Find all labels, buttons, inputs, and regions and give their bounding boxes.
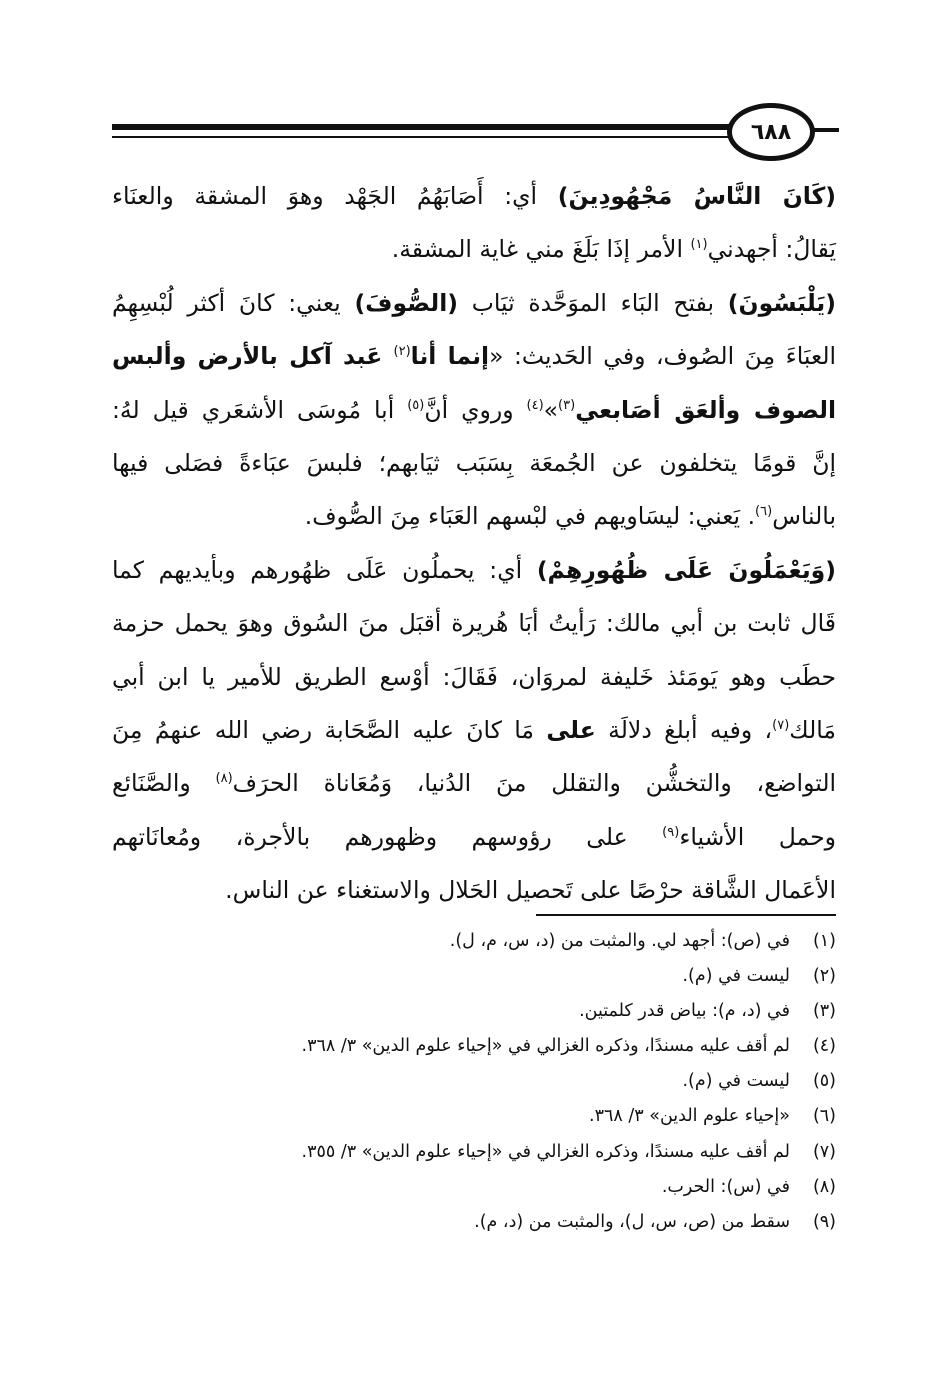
text-span: العبَاءَ مِنَ الصُوف، وفي الحَديث: «	[489, 342, 837, 371]
text-line	[112, 223, 836, 276]
bold-text: (يَلْبَسُونَ)	[727, 288, 836, 317]
text-span: الأعَمال الشَّاقة حرْصًا على تَحصيل الحَلال والاستغناء عن الناس.	[225, 876, 836, 905]
text-span: على رؤوسهم وظهورهم بالأجرة، ومُعانَاتهم	[112, 822, 663, 851]
footnote-item	[140, 1099, 836, 1134]
footnote-ref: (١)	[690, 237, 708, 253]
footnote-text: في (ص): أجهد لي. والمثبت من (د، س، م، ل).	[449, 931, 790, 951]
footnote-number: (٤)	[812, 1036, 836, 1057]
footnote-number: (٣)	[812, 1001, 836, 1022]
bold-text: عَبد آكل بالأرض وألبس	[112, 342, 394, 371]
paragraph	[112, 170, 836, 277]
footnote-ref: (٩)	[662, 824, 680, 840]
text-line	[112, 651, 836, 704]
text-line	[112, 704, 836, 757]
header-rule-thick	[112, 124, 734, 130]
footnote-ref: (٨)	[215, 771, 233, 787]
page-number: ٦٨٨	[727, 103, 815, 161]
text-span: وروي أنَّ	[424, 395, 527, 424]
bold-text: (الصُّوفَ)	[354, 288, 458, 317]
text-line	[112, 170, 836, 223]
footnote-item	[140, 1135, 836, 1170]
text-span: التواضع، والتخشُّن والتقلل منَ الدُنيا، وَمُعَاناة الحرَف	[232, 769, 837, 798]
footnote-number: (٢)	[812, 966, 836, 987]
text-span: والصَّنَائع	[112, 769, 216, 798]
footnote-text: لم أقف عليه مسندًا، وذكره الغزالي في «إحياء علوم الدين» ٣/ ٣٥٥.	[301, 1141, 790, 1162]
bold-text: (وَيَعْمَلُونَ عَلَى ظُهُورِهِمْ)	[536, 555, 836, 584]
text-span: . يَعني: ليسَاويهم في لبْسهم العَبَاء مِنَ الصُّوف.	[304, 502, 756, 531]
footnote-ref: (٤)	[526, 397, 544, 413]
footnote-item	[140, 1064, 836, 1099]
text-line	[112, 384, 836, 437]
footnote-separator	[536, 914, 836, 916]
footnote-text: ليست في (م).	[682, 966, 790, 987]
footnote-ref: (٢)	[393, 344, 411, 360]
footnote-ref: (٦)	[755, 504, 773, 520]
text-line	[112, 437, 836, 490]
header-rule-thin	[112, 136, 734, 138]
footnote-number: (١)	[812, 931, 836, 951]
text-span: أبا مُوسَى الأشعَري قيل لهُ:	[112, 395, 408, 424]
footnote-text: «إحياء علوم الدين» ٣/ ٣٦٨.	[589, 1106, 790, 1127]
bold-text: (كَانَ النَّاسُ مَجْهُودِينَ)	[557, 182, 836, 210]
footnote-item	[140, 959, 836, 994]
bold-text: الصوف وألعَق أصَابعي	[575, 395, 836, 424]
text-span: أي: أَصَابَهُمُ الجَهْد وهوَ المشقة والعنَاء	[112, 182, 558, 210]
bold-text: إنما أنا	[410, 342, 490, 371]
text-span: بالناس	[772, 502, 836, 531]
text-span: ، وفيه أبلغ دلالَة	[595, 716, 773, 745]
footnote-text: لم أقف عليه مسندًا، وذكره الغزالي في «إحياء علوم الدين» ٣/ ٣٦٨.	[301, 1036, 790, 1057]
footnote-item	[140, 1029, 836, 1064]
text-line	[112, 490, 836, 543]
text-span: إنَّ قومًا يتخلفون عن الجُمعَة بِسَبَب ثيَابهم؛ فلبسَ عبَاءةً فصَلى فيها	[112, 449, 836, 478]
footnote-text: في (س): الحرب.	[661, 1176, 790, 1197]
footnote-number: (٦)	[812, 1106, 836, 1127]
footnote-text: ليست في (م).	[682, 1071, 790, 1092]
footnote-item	[140, 1170, 836, 1205]
text-line	[112, 811, 836, 864]
bold-text: على	[546, 716, 596, 745]
footnote-ref: (٥)	[407, 397, 425, 413]
footnote-number: (٥)	[812, 1071, 836, 1092]
footnote-ref: (٧)	[772, 718, 790, 734]
footnote-number: (٧)	[812, 1141, 836, 1162]
text-line	[112, 597, 836, 650]
text-line	[112, 757, 836, 810]
text-span: حطَب وهو يَومَئذ خَليفة لمروَان، فَقَالَ: أوْسع الطريق للأمير يا ابن أبي	[112, 662, 836, 691]
paragraph	[112, 544, 836, 918]
main-text	[112, 170, 836, 918]
text-line	[112, 864, 836, 917]
footnotes-list	[140, 924, 836, 1240]
footnote-item	[140, 924, 836, 959]
text-line	[112, 277, 836, 330]
footnote-item	[140, 994, 836, 1029]
text-span: مَالك	[789, 716, 836, 745]
text-span: أي: يحملُون عَلَى ظهُورهم وبأيديهم كما	[112, 555, 537, 584]
paragraph	[112, 277, 836, 544]
footnote-text: سقط من (ص، س، ل)، والمثبت من (د، م).	[474, 1211, 790, 1232]
text-span: يعني: كانَ أكثر لُبْسِهِمُ	[112, 288, 355, 317]
footnote-number: (٩)	[812, 1211, 836, 1232]
text-span: »	[543, 395, 559, 424]
text-line	[112, 544, 836, 597]
text-span: وحمل الأشياء	[679, 822, 836, 851]
footnote-number: (٨)	[812, 1176, 836, 1197]
footnote-text: في (د، م): بياض قدر كلمتين.	[579, 1001, 790, 1022]
text-span: الأمر إذَا بَلَغَ مني غاية المشقة.	[391, 235, 691, 264]
text-line	[112, 330, 836, 383]
footnote-ref: (٣)	[558, 397, 576, 413]
footnote-item	[140, 1205, 836, 1240]
text-span: بفتح البَاء الموَحَّدة ثيَاب	[457, 288, 728, 317]
text-span: قَال ثابت بن أبي مالك: رَأيتُ أبَا هُريرة أقبَل منَ السُوق وهوَ يحمل حزمة	[112, 609, 836, 638]
text-span: يَقالُ: أجهدني	[707, 235, 836, 264]
text-span: مَا كانَ عليه الصَّحَابة رضي الله عنهمُ مِنَ	[112, 716, 547, 745]
